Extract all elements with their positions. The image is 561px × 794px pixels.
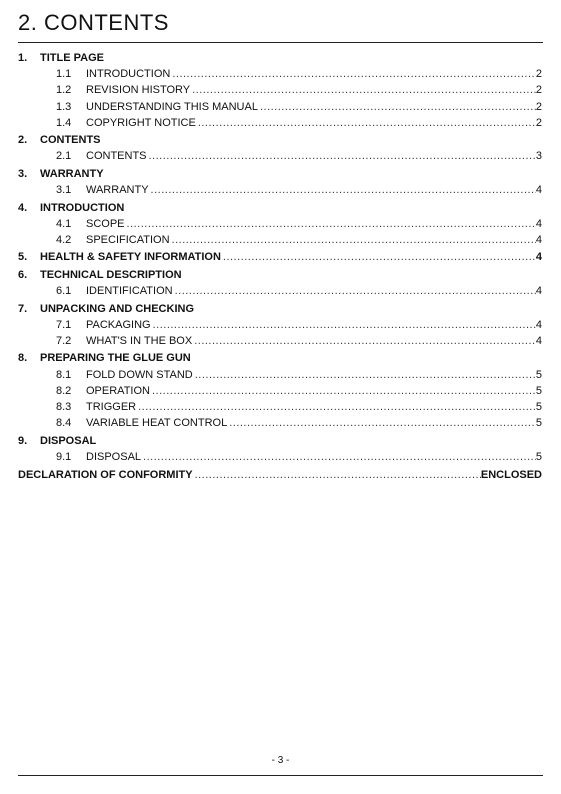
dot-leader: [221, 249, 536, 265]
toc-subsection-entry[interactable]: [18, 82, 542, 98]
toc-subsection-number: 1.3: [56, 100, 72, 113]
toc-subsection-title: COPYRIGHT NOTICE: [86, 116, 196, 129]
toc-subsection-number: 8.3: [56, 401, 72, 414]
toc-subsection-number: 1.4: [56, 116, 72, 129]
toc-page-number: 5: [535, 401, 542, 414]
toc-subsection-number: 1.1: [56, 68, 72, 81]
toc-section-number: 8.: [18, 352, 28, 365]
table-of-contents: [18, 50, 542, 483]
toc-subsection-entry[interactable]: [18, 99, 542, 115]
page-title: 2. CONTENTS: [18, 10, 169, 35]
toc-section-entry[interactable]: [18, 350, 542, 366]
toc-subsection-entry[interactable]: [18, 383, 542, 399]
toc-page-number: 5: [535, 368, 542, 381]
toc-subsection-title: REVISION HISTORY: [86, 84, 191, 97]
toc-subsection-title: CONTENTS: [86, 150, 147, 163]
toc-section-number: 5.: [18, 251, 28, 264]
toc-page-number: 2: [535, 84, 542, 97]
toc-subsection-entry[interactable]: [18, 216, 542, 232]
toc-section-entry[interactable]: [18, 166, 542, 182]
toc-section-entry[interactable]: [18, 301, 542, 317]
toc-subsection-title: INTRODUCTION: [86, 68, 171, 81]
toc-page-number: 4: [535, 334, 542, 347]
toc-subsection-entry[interactable]: [18, 415, 542, 431]
toc-subsection-entry[interactable]: [18, 317, 542, 333]
toc-declaration-title: DECLARATION OF CONFORMITY: [18, 469, 193, 482]
toc-page-number: 4: [535, 217, 542, 230]
toc-declaration-entry[interactable]: [18, 467, 542, 483]
toc-subsection-entry[interactable]: [18, 182, 542, 198]
toc-section-entry[interactable]: [18, 267, 542, 283]
toc-subsection-title: OPERATION: [86, 384, 150, 397]
dot-leader: [192, 333, 536, 349]
toc-section-number: 9.: [18, 434, 28, 447]
toc-subsection-entry[interactable]: [18, 148, 542, 164]
toc-page-number: 5: [535, 450, 542, 463]
toc-section-number: 7.: [18, 302, 28, 315]
toc-subsection-number: 7.2: [56, 334, 72, 347]
toc-section-title: HEALTH & SAFETY INFORMATION: [40, 251, 221, 264]
toc-section-title: WARRANTY: [40, 167, 104, 180]
toc-subsection-number: 3.1: [56, 184, 72, 197]
toc-subsection-number: 8.4: [56, 417, 72, 430]
toc-subsection-entry[interactable]: [18, 449, 542, 465]
dot-leader: [149, 182, 536, 198]
toc-section-entry[interactable]: [18, 50, 542, 66]
dot-leader: [125, 216, 536, 232]
toc-subsection-title: UNDERSTANDING THIS MANUAL: [86, 100, 258, 113]
toc-section-entry[interactable]: [18, 249, 542, 265]
toc-page-number: 5: [535, 384, 542, 397]
toc-page-number: 2: [535, 68, 542, 81]
toc-section-number: 2.: [18, 134, 28, 147]
toc-page-number: 2: [535, 100, 542, 113]
toc-section-title: UNPACKING AND CHECKING: [40, 302, 194, 315]
toc-subsection-entry[interactable]: [18, 115, 542, 131]
toc-page-number: 4: [535, 285, 542, 298]
toc-page-number: 4: [535, 251, 542, 264]
dot-leader: [258, 99, 536, 115]
toc-section-number: 1.: [18, 52, 28, 64]
toc-subsection-title: TRIGGER: [86, 401, 137, 414]
dot-leader: [170, 66, 536, 82]
dot-leader: [193, 467, 481, 483]
toc-subsection-entry[interactable]: [18, 283, 542, 299]
toc-subsection-title: FOLD DOWN STAND: [86, 368, 193, 381]
toc-subsection-title: WHAT'S IN THE BOX: [86, 334, 193, 347]
dot-leader: [151, 317, 536, 333]
toc-section-title: CONTENTS: [40, 134, 101, 147]
toc-subsection-title: PACKAGING: [86, 318, 151, 331]
toc-subsection-number: 8.2: [56, 384, 72, 397]
toc-declaration-page: ENCLOSED: [480, 469, 542, 482]
dot-leader: [170, 232, 536, 248]
footer-divider: [18, 775, 543, 776]
toc-subsection-number: 7.1: [56, 318, 72, 331]
toc-subsection-number: 4.1: [56, 217, 72, 230]
toc-subsection-title: WARRANTY: [86, 184, 149, 197]
toc-page-number: 4: [535, 184, 542, 197]
toc-subsection-entry[interactable]: [18, 333, 542, 349]
toc-page-number: 4: [535, 318, 542, 331]
toc-section-title: PREPARING THE GLUE GUN: [40, 352, 191, 365]
toc-section-title: TITLE PAGE: [40, 52, 104, 64]
toc-section-entry[interactable]: [18, 200, 542, 216]
toc-section-number: 4.: [18, 201, 28, 214]
toc-section-title: TECHNICAL DESCRIPTION: [40, 268, 182, 281]
toc-section-entry[interactable]: [18, 433, 542, 449]
toc-subsection-title: VARIABLE HEAT CONTROL: [86, 417, 228, 430]
toc-page-number: 3: [535, 150, 542, 163]
dot-leader: [147, 148, 536, 164]
dot-leader: [141, 449, 536, 465]
dot-leader: [173, 283, 536, 299]
toc-subsection-title: SPECIFICATION: [86, 233, 170, 246]
toc-subsection-number: 4.2: [56, 233, 72, 246]
toc-page-number: 2: [535, 116, 542, 129]
page-number: - 3 -: [271, 755, 290, 766]
toc-subsection-number: 2.1: [56, 150, 72, 163]
toc-subsection-number: 6.1: [56, 285, 72, 298]
dot-leader: [190, 82, 536, 98]
toc-subsection-title: DISPOSAL: [86, 450, 142, 463]
toc-subsection-entry[interactable]: [18, 367, 542, 383]
dot-leader: [227, 415, 536, 431]
toc-subsection-title: SCOPE: [86, 217, 125, 230]
toc-section-title: INTRODUCTION: [40, 201, 125, 214]
toc-subsection-title: IDENTIFICATION: [86, 285, 173, 298]
toc-section-number: 6.: [18, 268, 28, 281]
toc-section-number: 3.: [18, 167, 28, 180]
toc-section-title: DISPOSAL: [40, 434, 97, 447]
toc-subsection-number: 9.1: [56, 450, 72, 463]
dot-leader: [150, 383, 536, 399]
toc-page-number: 4: [535, 233, 542, 246]
toc-subsection-entry[interactable]: [18, 232, 542, 248]
toc-subsection-entry[interactable]: [18, 66, 542, 82]
title-divider: [18, 42, 543, 43]
dot-leader: [193, 367, 536, 383]
toc-subsection-entry[interactable]: [18, 399, 542, 415]
dot-leader: [196, 115, 536, 131]
dot-leader: [136, 399, 536, 415]
toc-subsection-number: 1.2: [56, 84, 72, 97]
toc-page-number: 5: [535, 417, 542, 430]
toc-subsection-number: 8.1: [56, 368, 72, 381]
toc-section-entry[interactable]: [18, 132, 542, 148]
